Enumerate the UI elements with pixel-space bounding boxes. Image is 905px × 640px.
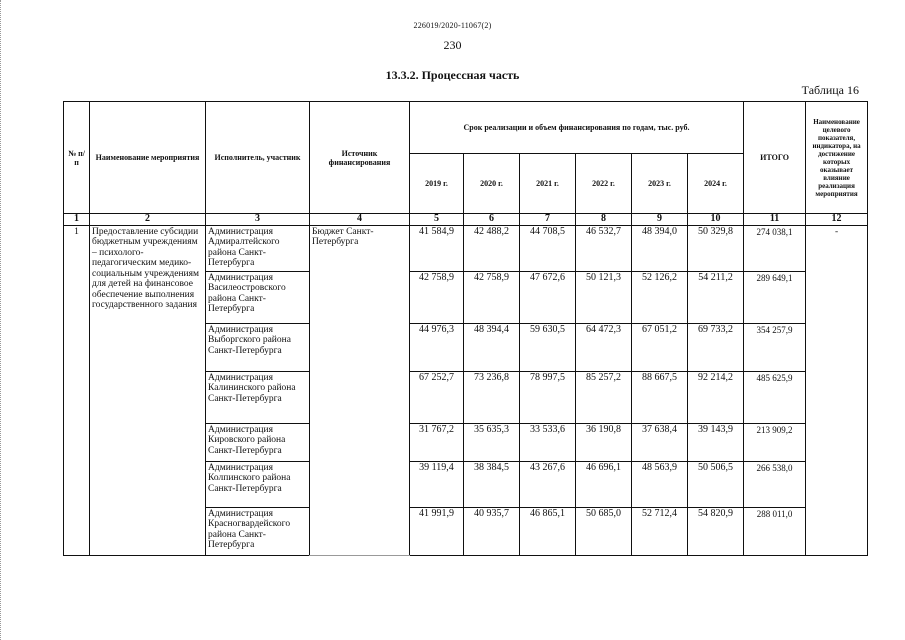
value-cell: 42 758,9 xyxy=(410,271,464,323)
value-cell: 44 976,3 xyxy=(410,323,464,371)
indicator-cell: - xyxy=(806,225,868,555)
total-cell: 485 625,9 xyxy=(744,371,806,423)
value-cell: 69 733,2 xyxy=(688,323,744,371)
column-number: 12 xyxy=(806,214,868,226)
executor-cell: Администрация Калининского района Санкт-Петербурга xyxy=(206,371,310,423)
value-cell: 50 506,5 xyxy=(688,461,744,507)
column-number-row xyxy=(64,214,868,226)
header-total: ИТОГО xyxy=(744,102,806,214)
total-cell: 354 257,9 xyxy=(744,323,806,371)
value-cell: 52 712,4 xyxy=(632,507,688,555)
value-cell: 41 584,9 xyxy=(410,225,464,271)
value-cell: 54 211,2 xyxy=(688,271,744,323)
header-year: 2023 г. xyxy=(632,154,688,214)
header-year: 2019 г. xyxy=(410,154,464,214)
executor-cell: Администрация Красногвардейского района Санкт-Петербурга xyxy=(206,507,310,555)
column-number: 5 xyxy=(410,214,464,226)
header-source: Источник финансирования xyxy=(310,102,410,214)
value-cell: 46 696,1 xyxy=(576,461,632,507)
header-num: № п/п xyxy=(64,102,90,214)
header-executor: Исполнитель, участник xyxy=(206,102,310,214)
value-cell: 85 257,2 xyxy=(576,371,632,423)
value-cell: 78 997,5 xyxy=(520,371,576,423)
value-cell: 73 236,8 xyxy=(464,371,520,423)
executor-cell: Администрация Василеостровского района Санкт-Петербурга xyxy=(206,271,310,323)
column-number: 4 xyxy=(310,214,410,226)
total-cell: 288 011,0 xyxy=(744,507,806,555)
funding-source: Бюджет Санкт-Петербурга xyxy=(310,225,410,555)
column-number: 10 xyxy=(688,214,744,226)
page-number: 230 xyxy=(443,38,462,52)
process-table xyxy=(63,101,868,556)
header-year: 2021 г. xyxy=(520,154,576,214)
value-cell: 33 533,6 xyxy=(520,423,576,461)
header-period: Срок реализации и объем финансирования по годам, тыс. руб. xyxy=(410,102,744,154)
document-id: 226019/2020-11067(2) xyxy=(413,21,492,30)
header-name: Наименование мероприятия xyxy=(90,102,206,214)
value-cell: 67 051,2 xyxy=(632,323,688,371)
value-cell: 40 935,7 xyxy=(464,507,520,555)
scan-edge xyxy=(0,0,5,640)
value-cell: 52 126,2 xyxy=(632,271,688,323)
value-cell: 88 667,5 xyxy=(632,371,688,423)
value-cell: 38 384,5 xyxy=(464,461,520,507)
value-cell: 48 563,9 xyxy=(632,461,688,507)
value-cell: 50 329,8 xyxy=(688,225,744,271)
total-cell: 289 649,1 xyxy=(744,271,806,323)
value-cell: 37 638,4 xyxy=(632,423,688,461)
value-cell: 50 685,0 xyxy=(576,507,632,555)
value-cell: 31 767,2 xyxy=(410,423,464,461)
value-cell: 43 267,6 xyxy=(520,461,576,507)
value-cell: 47 672,6 xyxy=(520,271,576,323)
column-number: 7 xyxy=(520,214,576,226)
value-cell: 50 121,3 xyxy=(576,271,632,323)
table-label: Таблица 16 xyxy=(801,83,859,97)
executor-cell: Администрация Выборгского района Санкт-Петербурга xyxy=(206,323,310,371)
value-cell: 46 532,7 xyxy=(576,225,632,271)
column-number: 2 xyxy=(90,214,206,226)
value-cell: 39 143,9 xyxy=(688,423,744,461)
column-number: 1 xyxy=(64,214,90,226)
header-indicator: Наименование целевого показателя, индикатора, на достижение которых оказывает влияние реализация мероприятия xyxy=(806,102,868,214)
column-number: 8 xyxy=(576,214,632,226)
value-cell: 44 708,5 xyxy=(520,225,576,271)
measure-number: 1 xyxy=(64,225,90,555)
value-cell: 92 214,2 xyxy=(688,371,744,423)
executor-cell: Администрация Кировского района Санкт-Петербурга xyxy=(206,423,310,461)
value-cell: 42 488,2 xyxy=(464,225,520,271)
value-cell: 35 635,3 xyxy=(464,423,520,461)
column-number: 3 xyxy=(206,214,310,226)
total-cell: 266 538,0 xyxy=(744,461,806,507)
value-cell: 39 119,4 xyxy=(410,461,464,507)
column-number: 11 xyxy=(744,214,806,226)
header-year: 2024 г. xyxy=(688,154,744,214)
total-cell: 274 038,1 xyxy=(744,225,806,271)
value-cell: 42 758,9 xyxy=(464,271,520,323)
value-cell: 36 190,8 xyxy=(576,423,632,461)
value-cell: 59 630,5 xyxy=(520,323,576,371)
value-cell: 48 394,4 xyxy=(464,323,520,371)
value-cell: 48 394,0 xyxy=(632,225,688,271)
value-cell: 67 252,7 xyxy=(410,371,464,423)
measure-name: Предоставление субсидии бюджетным учреждениям – психолого-педагогическим медико-социальным учреждениям для детей на финансовое обеспечение выполнения государственного задания xyxy=(90,225,206,555)
value-cell: 46 865,1 xyxy=(520,507,576,555)
table-row xyxy=(64,225,868,271)
value-cell: 64 472,3 xyxy=(576,323,632,371)
section-title: 13.3.2. Процессная часть xyxy=(385,68,520,82)
value-cell: 54 820,9 xyxy=(688,507,744,555)
executor-cell: Администрация Адмиралтейского района Санкт-Петербурга xyxy=(206,225,310,271)
header-year: 2022 г. xyxy=(576,154,632,214)
total-cell: 213 909,2 xyxy=(744,423,806,461)
header-year: 2020 г. xyxy=(464,154,520,214)
value-cell: 41 991,9 xyxy=(410,507,464,555)
column-number: 9 xyxy=(632,214,688,226)
column-number: 6 xyxy=(464,214,520,226)
executor-cell: Администрация Колпинского района Санкт-Петербурга xyxy=(206,461,310,507)
